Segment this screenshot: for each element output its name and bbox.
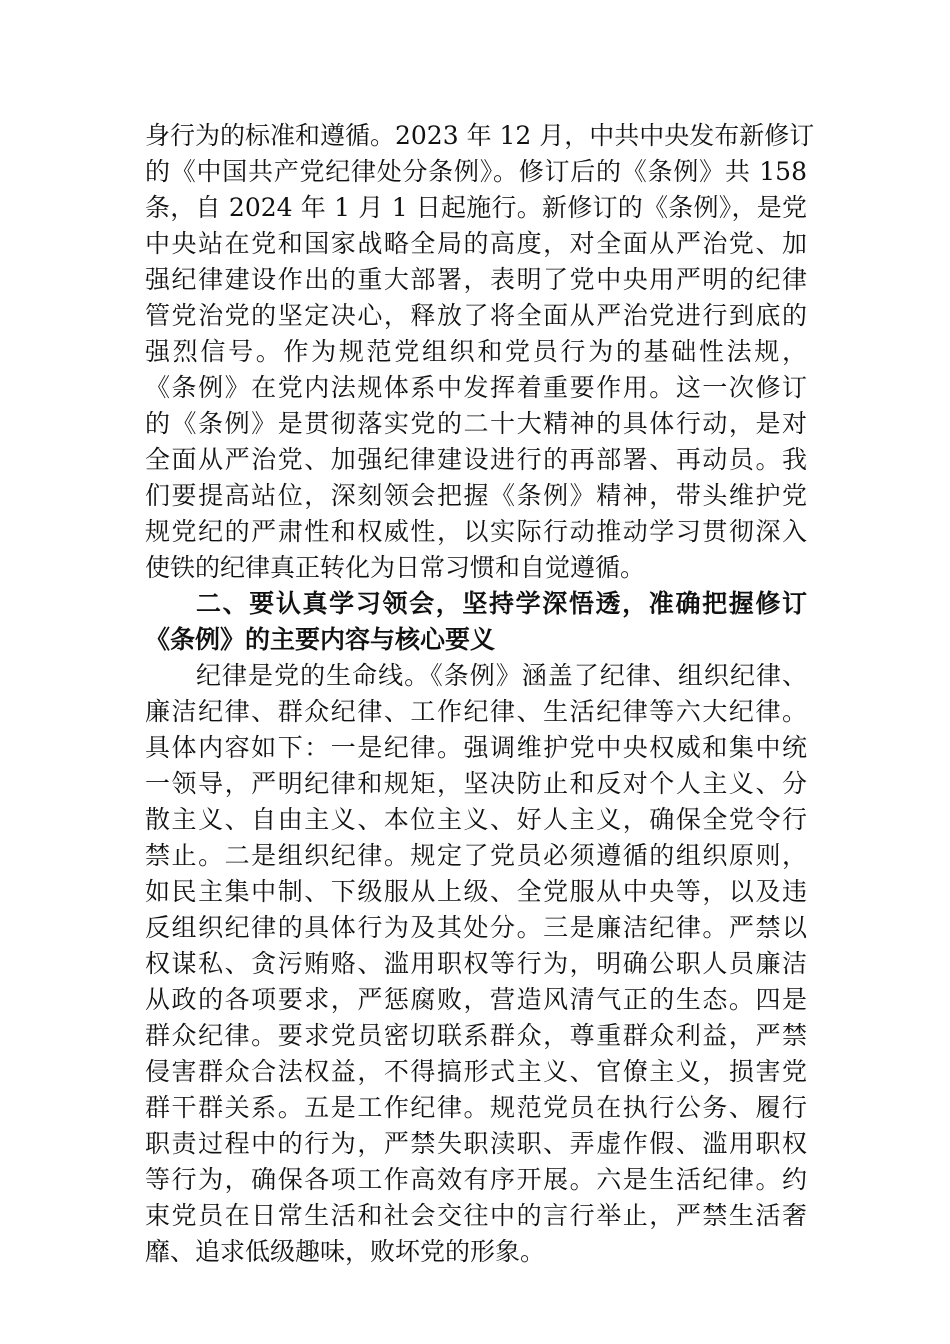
text-line: 散主义、自由主义、本位主义、好人主义，确保全党令行 bbox=[145, 805, 807, 834]
text-line: 靡、追求低级趣味，败坏党的形象。 bbox=[145, 1237, 546, 1266]
text-line: 禁止。二是组织纪律。规定了党员必须遵循的组织原则， bbox=[145, 841, 807, 870]
text-line: 们要提高站位，深刻领会把握《条例》精神，带头维护党 bbox=[145, 481, 807, 510]
text-line: 纪律是党的生命线。《条例》涵盖了纪律、组织纪律、 bbox=[196, 661, 807, 690]
text-line: 条，自 2024 年 1 月 1 日起施行。新修订的《条例》，是党 bbox=[145, 193, 807, 222]
text-line: 使铁的纪律真正转化为日常习惯和自觉遵循。 bbox=[145, 553, 646, 582]
text-line: 从政的各项要求，严惩腐败，营造风清气正的生态。四是 bbox=[145, 985, 807, 1014]
text-line: 全面从严治党、加强纪律建设进行的再部署、再动员。我 bbox=[145, 445, 807, 474]
text-line: 身行为的标准和遵循。2023 年 12 月，中共中央发布新修订 bbox=[145, 121, 815, 150]
text-line: 《条例》在党内法规体系中发挥着重要作用。这一次修订 bbox=[145, 373, 807, 402]
text-line: 管党治党的坚定决心，释放了将全面从严治党进行到底的 bbox=[145, 301, 807, 330]
text-line: 中央站在党和国家战略全局的高度，对全面从严治党、加 bbox=[145, 229, 807, 258]
text-line: 廉洁纪律、群众纪律、工作纪律、生活纪律等六大纪律。 bbox=[145, 697, 807, 726]
text-line: 等行为，确保各项工作高效有序开展。六是生活纪律。约 bbox=[145, 1165, 807, 1194]
text-line: 群干群关系。五是工作纪律。规范党员在执行公务、履行 bbox=[145, 1093, 807, 1122]
text-line: 反组织纪律的具体行为及其处分。三是廉洁纪律。严禁以 bbox=[145, 913, 807, 942]
text-line: 权谋私、贪污贿赂、滥用职权等行为，明确公职人员廉洁 bbox=[145, 949, 807, 978]
text-line: 的《中国共产党纪律处分条例》。修订后的《条例》共 158 bbox=[145, 157, 807, 186]
text-line: 一领导，严明纪律和规矩，坚决防止和反对个人主义、分 bbox=[145, 769, 807, 798]
text-line: 的《条例》是贯彻落实党的二十大精神的具体行动，是对 bbox=[145, 409, 807, 438]
text-line: 职责过程中的行为，严禁失职渎职、弄虚作假、滥用职权 bbox=[145, 1129, 807, 1158]
text-line: 束党员在日常生活和社会交往中的言行举止，严禁生活奢 bbox=[145, 1201, 807, 1230]
heading-line: 二、要认真学习领会，坚持学深悟透，准确把握修订 bbox=[196, 589, 807, 618]
text-line: 规党纪的严肃性和权威性，以实际行动推动学习贯彻深入 bbox=[145, 517, 807, 546]
text-line: 强纪律建设作出的重大部署，表明了党中央用严明的纪律 bbox=[145, 265, 807, 294]
heading-line: 《条例》的主要内容与核心要义 bbox=[145, 625, 496, 654]
text-line: 具体内容如下：一是纪律。强调维护党中央权威和集中统 bbox=[145, 733, 807, 762]
text-line: 如民主集中制、下级服从上级、全党服从中央等，以及违 bbox=[145, 877, 807, 906]
text-line: 强烈信号。作为规范党组织和党员行为的基础性法规， bbox=[145, 337, 807, 366]
text-line: 群众纪律。要求党员密切联系群众，尊重群众利益，严禁 bbox=[145, 1021, 807, 1050]
text-line: 侵害群众合法权益，不得搞形式主义、官僚主义，损害党 bbox=[145, 1057, 807, 1086]
